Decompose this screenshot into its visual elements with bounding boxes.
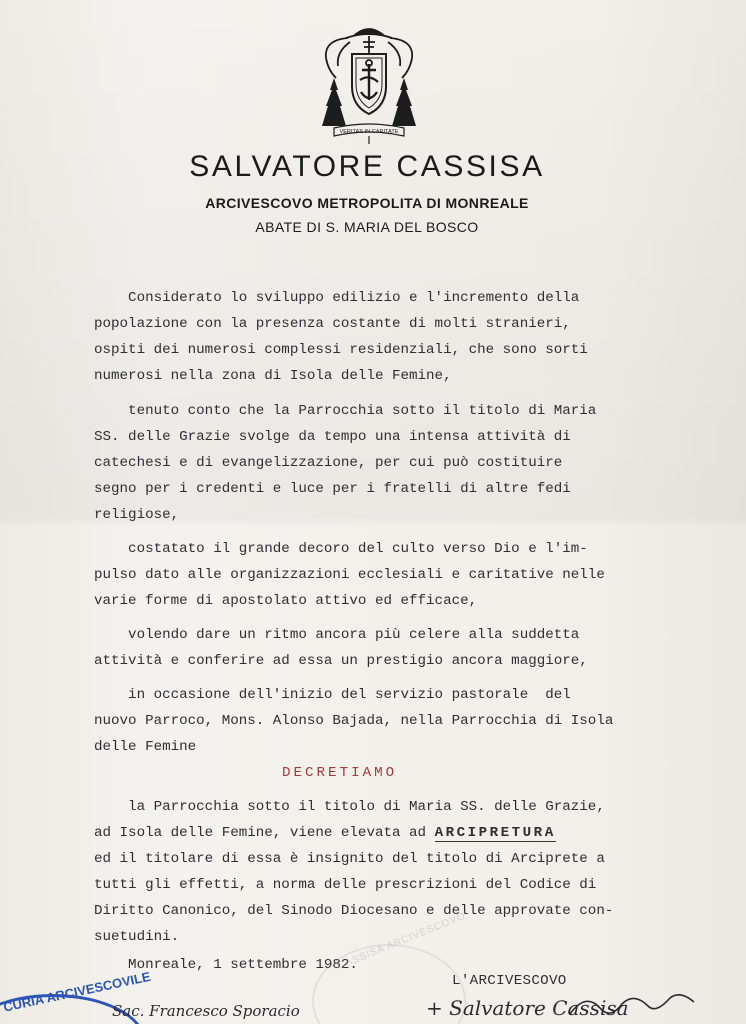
body-line: religiose, <box>94 507 180 523</box>
body-line: catechesi e di evangelizzazione, per cui può costituire <box>94 455 563 471</box>
body-line: ospiti dei numerosi complessi residenziali, che sono sorti <box>94 342 588 358</box>
body-line: tenuto conto che la Parrocchia sotto il titolo di Maria <box>94 403 597 419</box>
signature-title: L'ARCIVESCOVO <box>452 973 567 989</box>
body-line: SS. delle Grazie svolge da tempo una intensa attività di <box>94 429 571 445</box>
place-date: Monreale, 1 settembre 1982. <box>94 957 358 973</box>
body-line: popolazione con la presenza costante di molti stranieri, <box>94 316 571 332</box>
body-line: delle Femine <box>94 739 197 755</box>
decree-heading: DECRETIAMO <box>282 765 398 781</box>
archbishop-signature: + Salvatore Cassisa <box>426 996 629 1020</box>
body-line: in occasione dell'inizio del servizio pastorale del <box>94 687 571 703</box>
arcipretura-word: ARCIPRETURA <box>434 825 556 841</box>
body-line: attività e conferire ad essa un prestigio ancora maggiore, <box>94 653 588 669</box>
body-line: nuovo Parroco, Mons. Alonso Bajada, nella Parrocchia di Isola <box>94 713 614 729</box>
decree-line: tutti gli effetti, a norma delle prescrizioni del Codice di <box>94 877 597 893</box>
body-line: costatato il grande decoro del culto verso Dio e l'im- <box>94 541 588 557</box>
decree-line: suetudini. <box>94 929 180 945</box>
body-line: pulso dato alle organizzazioni ecclesiali e caritative nelle <box>94 567 605 583</box>
body-line: segno per i credenti e luce per i fratelli di altre fedi <box>94 481 571 497</box>
body-line: volendo dare un ritmo ancora più celere alla suddetta <box>94 627 580 643</box>
decree-line <box>94 825 556 841</box>
issuer-subtitle: ABATE DI S. MARIA DEL BOSCO <box>255 219 479 235</box>
embossed-seal-text: CASSISA ARCIVESCOVO <box>336 910 468 973</box>
curia-stamp-text: CURIA ARCIVESCOVILE <box>2 968 152 1015</box>
decree-line: la Parrocchia sotto il titolo di Maria SS. delle Grazie, <box>94 799 605 815</box>
crest-motto: VERITAS IN CARITATE <box>339 129 399 135</box>
issuer-title: ARCIVESCOVO METROPOLITA DI MONREALE <box>205 195 529 211</box>
body-line: numerosi nella zona di Isola delle Femine, <box>94 368 452 384</box>
coat-of-arms-icon <box>316 22 422 144</box>
decree-line: Diritto Canonico, del Sinodo Diocesano e delle approvate con- <box>94 903 614 919</box>
decree-line: ed il titolare di essa è insignito del titolo di Arciprete a <box>94 851 605 867</box>
countersign-handwriting: Sac. Francesco Sporacio <box>112 1002 300 1020</box>
signature-flourish-icon <box>560 986 710 1024</box>
issuer-name: SALVATORE CASSISA <box>189 150 545 183</box>
body-line: Considerato lo sviluppo edilizio e l'incremento della <box>94 290 580 306</box>
body-line: varie forme di apostolato attivo ed efficace, <box>94 593 478 609</box>
decree-line-text: ad Isola delle Femine, viene elevata ad <box>94 825 435 841</box>
